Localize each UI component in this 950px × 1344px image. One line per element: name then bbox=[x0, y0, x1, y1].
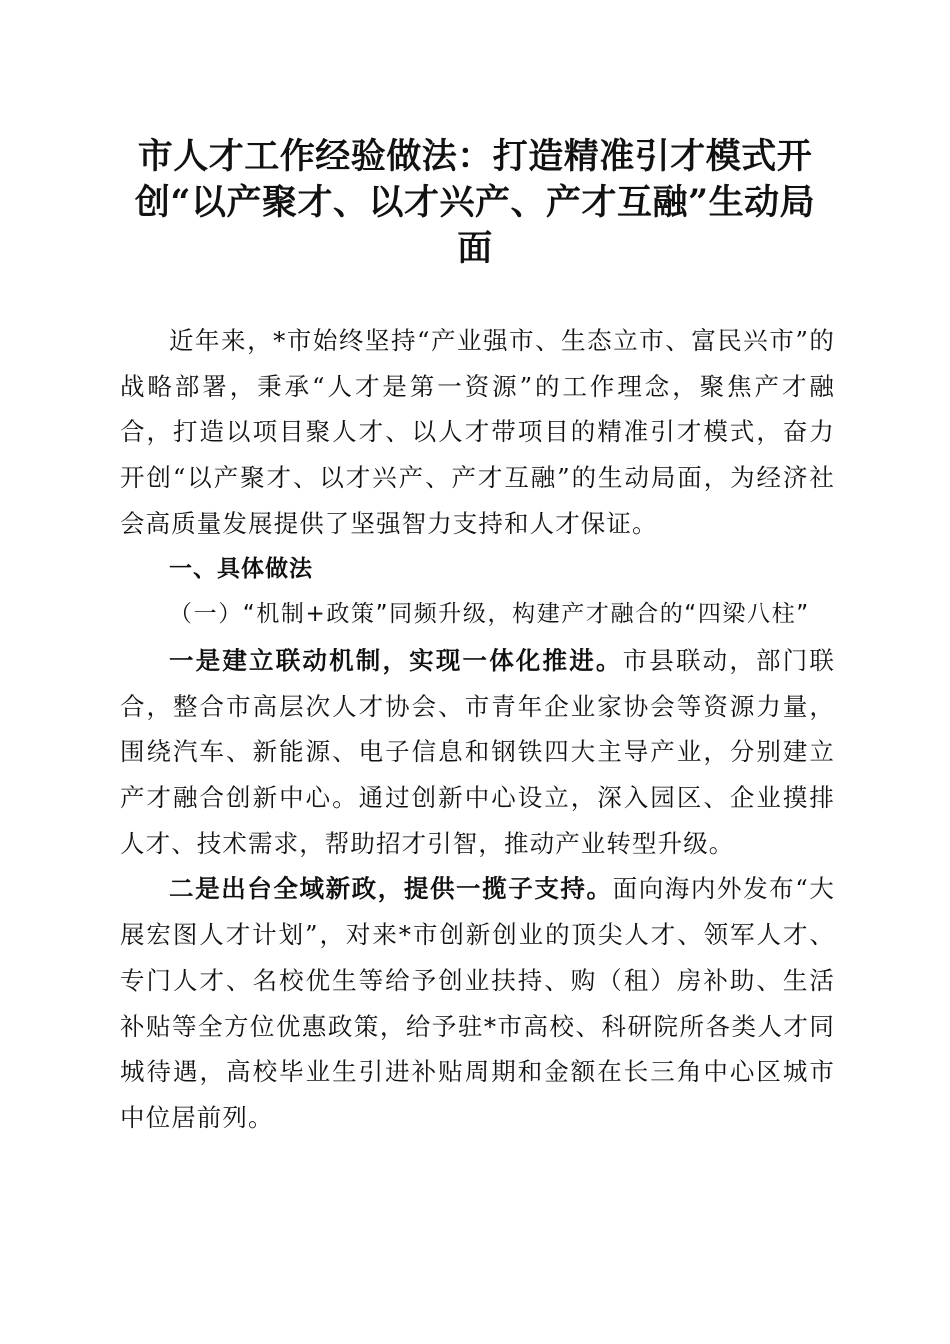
paragraph-linkage-mechanism bbox=[120, 638, 835, 867]
title-line-1: 市人才工作经验做法：打造精准引才模式开 bbox=[137, 136, 813, 177]
document-title bbox=[120, 134, 830, 272]
title-line-3: 面 bbox=[457, 228, 493, 269]
paragraph-lead: 一是建立联动机制，实现一体化推进。 bbox=[169, 645, 623, 675]
paragraph-lead: 二是出台全域新政，提供一揽子支持。 bbox=[169, 874, 613, 904]
paragraph-text: 市县联动，部门联合，整合市高层次人才协会、市青年企业家协会等资源力量，围绕汽车、新能源、电子信息和钢铁四大主导产业，分别建立产才融合创新中心。通过创新中心设立，深入园区、企业摸排人才、技术需求，帮助招才引智，推动产业转型升级。 bbox=[120, 645, 835, 858]
section-heading: 一、具体做法 bbox=[169, 555, 313, 582]
paragraph-new-policy bbox=[120, 866, 835, 1140]
intro-paragraph: 近年来，*市始终坚持“产业强市、生态立市、富民兴市”的战略部署，秉承“人才是第一资源”的工作理念，聚焦产才融合，打造以项目聚人才、以人才带项目的精准引才模式，奋力开创“以产聚才、以才兴产、产才互融”的生动局面，为经济社会高质量发展提供了坚强智力支持和人才保证。 bbox=[120, 326, 835, 538]
paragraph-text: 面向海内外发布“大展宏图人才计划”，对来*市创新创业的顶尖人才、领军人才、专门人才、名校优生等给予创业扶持、购（租）房补助、生活补贴等全方位优惠政策，给予驻*市高校、科研院所各类人才同城待遇，高校毕业生引进补贴周期和金额在长三角中心区城市中位居前列。 bbox=[120, 874, 835, 1132]
subsection-heading: （一）“机制+政策”同频升级，构建产才融合的“四梁八柱” bbox=[169, 601, 810, 628]
document-body bbox=[120, 318, 835, 1141]
title-line-2: 创“以产聚才、以才兴产、产才互融”生动局 bbox=[134, 182, 816, 223]
